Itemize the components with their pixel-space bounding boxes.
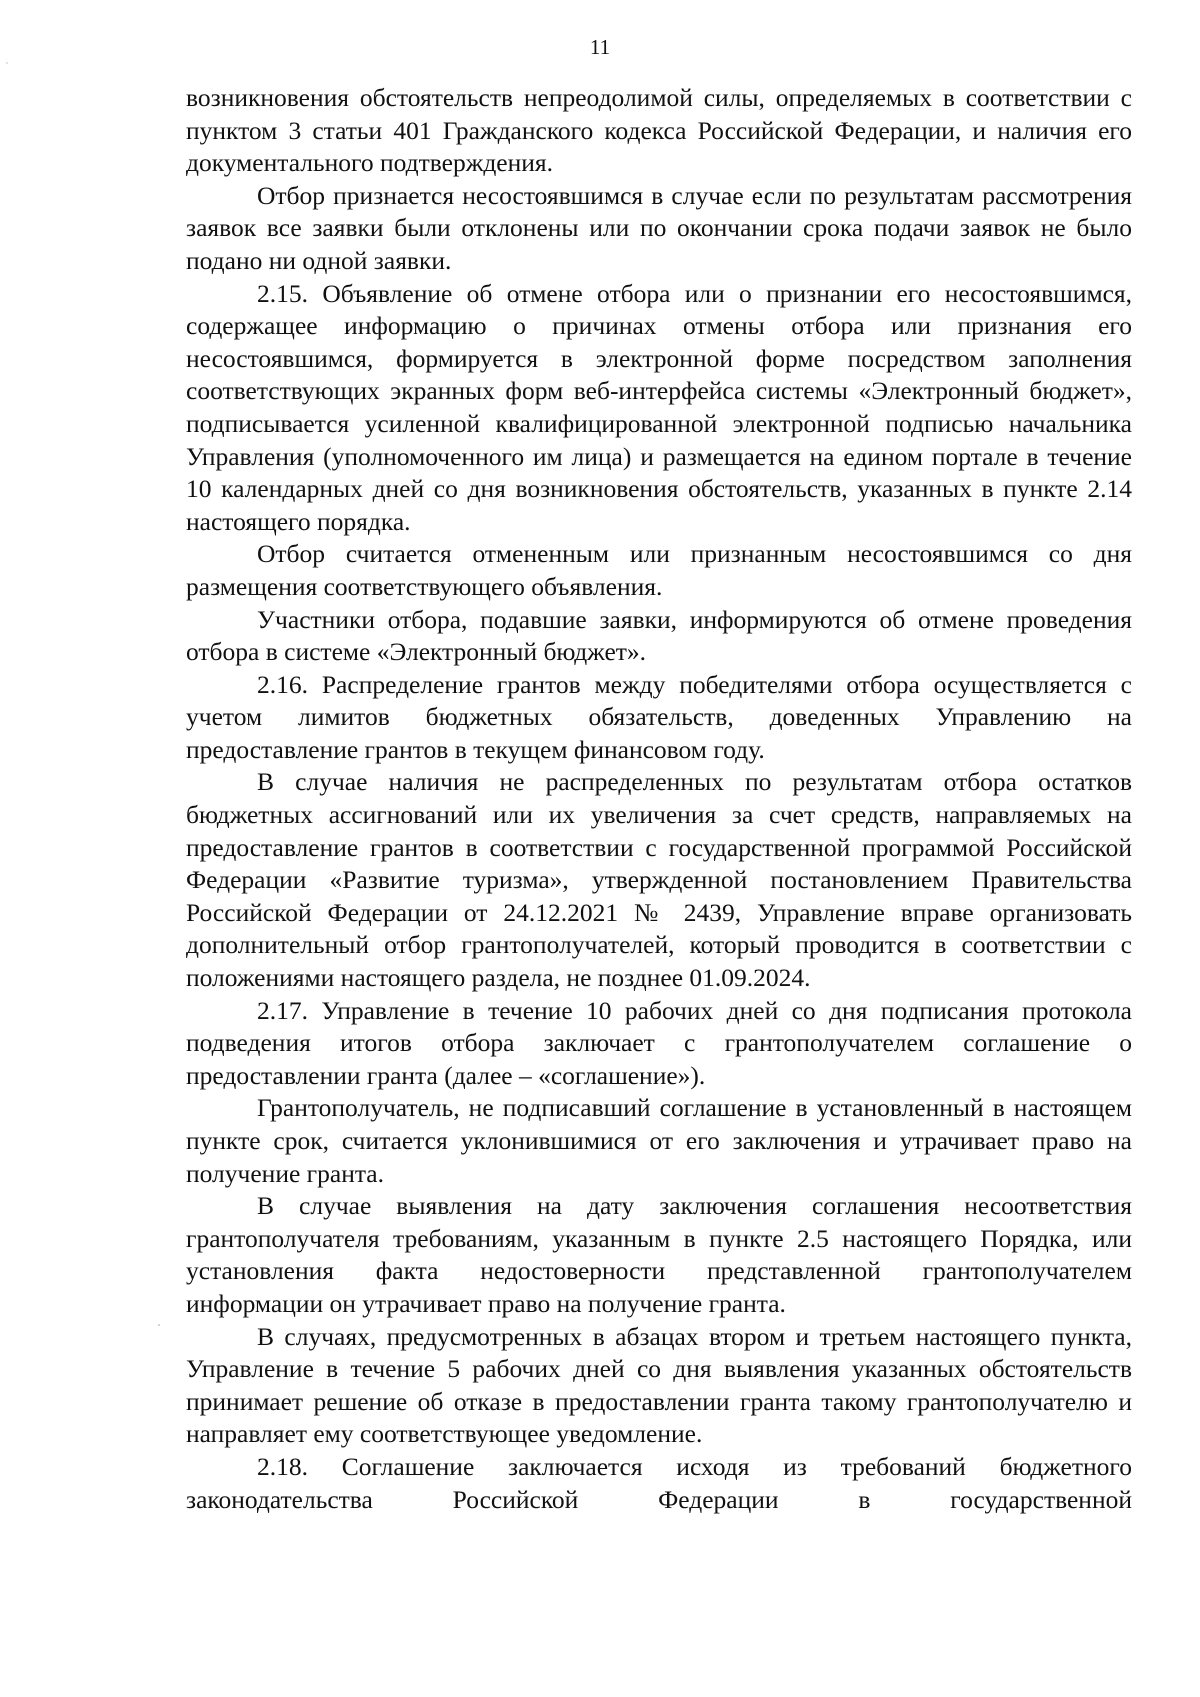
paragraph-evasion: Грантополучатель, не подписавший соглашение в установленный в настоящем пункте срок, считается уклонившимися от его заключения и утрачивает право на получение гранта. — [186, 1093, 1132, 1188]
paragraph-2-18: 2.18. Соглашение заключается исходя из требований бюджетного законодательства Российской Федерации в государственной — [186, 1451, 1132, 1514]
paragraph-2-17: 2.17. Управление в течение 10 рабочих дней со дня подписания протокола подведения итогов отбора заключает с грантополучателем соглашение о предоставлении гранта (далее – «соглашение»). — [186, 995, 1132, 1090]
paragraph-2-16: 2.16. Распределение грантов между победителями отбора осуществляется с учетом лимитов бюджетных обязательств, доведенных Управлению на предоставление грантов в текущем финансовом году. — [186, 669, 1132, 764]
paragraph-additional-selection: В случае наличия не распределенных по результатам отбора остатков бюджетных ассигнований или их увеличения за счет средств, направляемых на предоставление грантов в соответствии с государственной программой Российской Федерации «Развитие туризма», утвержденной постановлением Правительства Российской Федерации от 24.12.2021 № 2439, Управление вправе организовать дополнительный отбор грантополучателей, который проводится в соответствии с положениями настоящего раздела, не позднее 01.09.2024. — [186, 767, 1132, 993]
paragraph-force-majeure: возникновения обстоятельств непреодолимой силы, определяемых в соответствии с пунктом 3 статьи 401 Гражданского кодекса Российской Федерации, и наличия его документального подтверждения. — [186, 83, 1132, 178]
scan-speck — [158, 1324, 160, 1326]
paragraph-2-15: 2.15. Объявление об отмене отбора или о признании его несостоявшимся, содержащее информацию о причинах отмены отбора или признания его несостоявшимся, формируется в электронной форме посредством заполнения соответствующих экранных форм веб-интерфейса системы «Электронный бюджет», подписывается усиленной квалифицированной электронной подписью начальника Управления (уполномоченного им лица) и размещается на едином портале в течение 10 календарных дней со дня возникновения обстоятельств, указанных в пункте 2.14 настоящего порядка. — [186, 278, 1132, 536]
scan-speck — [6, 62, 8, 64]
paragraph-participants-informed: Участники отбора, подавшие заявки, информируются об отмене проведения отбора в системе «Электронный бюджет». — [186, 604, 1132, 667]
paragraph-refusal-decision: В случаях, предусмотренных в абзацах втором и третьем настоящего пункта, Управление в течение 5 рабочих дней со дня выявления указанных обстоятельств принимает решение об отказе в предоставлении гранта такому грантополучателю и направляет ему соответствующее уведомление. — [186, 1321, 1132, 1449]
paragraph-selection-failed: Отбор признается несостоявшимся в случае если по результатам рассмотрения заявок все заявки были отклонены или по окончании срока подачи заявок не было подано ни одной заявки. — [186, 180, 1132, 275]
paragraph-nonconformity: В случае выявления на дату заключения соглашения несоответствия грантополучателя требованиям, указанным в пункте 2.5 настоящего Порядка, или установления факта недостоверности представленной грантополучателем информации он утрачивает право на получение гранта. — [186, 1191, 1132, 1318]
page-number: 11 — [589, 35, 611, 59]
document-body — [186, 82, 1132, 1516]
paragraph-selection-cancelled: Отбор считается отмененным или признанным несостоявшимся со дня размещения соответствующего объявления. — [186, 539, 1132, 601]
